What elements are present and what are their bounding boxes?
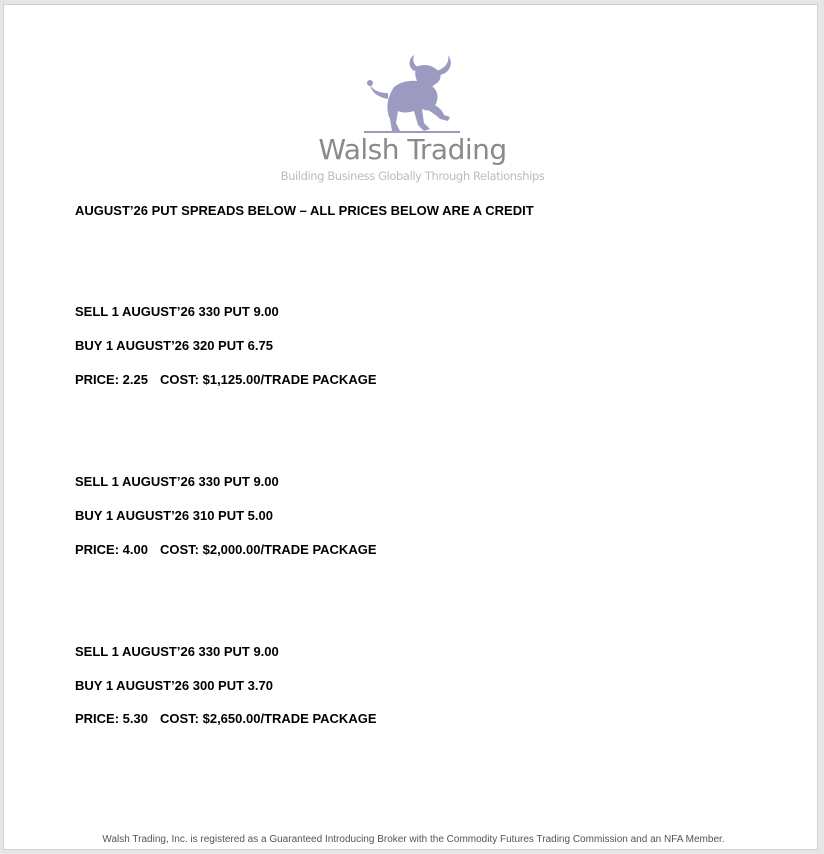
regulatory-footer: Walsh Trading, Inc. is registered as a Guaranteed Introducing Broker with the Commodity Futures Trading Commission and an NFA Member. bbox=[102, 834, 725, 845]
spread-3-sell-leg: SELL 1 AUGUST’26 330 PUT 9.00 bbox=[75, 644, 279, 659]
spread-3-cost: COST: $2,650.00/TRADE PACKAGE bbox=[160, 711, 377, 726]
page-heading: AUGUST’26 PUT SPREADS BELOW – ALL PRICES BELOW ARE A CREDIT bbox=[75, 203, 534, 218]
spread-1-cost: COST: $1,125.00/TRADE PACKAGE bbox=[160, 372, 377, 387]
spread-3-buy-leg: BUY 1 AUGUST’26 300 PUT 3.70 bbox=[75, 678, 273, 693]
spread-2-sell-leg: SELL 1 AUGUST’26 330 PUT 9.00 bbox=[75, 474, 279, 489]
company-logo bbox=[4, 5, 817, 195]
brand-name: Walsh Trading bbox=[318, 133, 507, 166]
spread-1-sell-leg: SELL 1 AUGUST’26 330 PUT 9.00 bbox=[75, 304, 279, 319]
spread-2-price: PRICE: 4.00 bbox=[75, 542, 148, 557]
brand-tagline: Building Business Globally Through Relationships bbox=[280, 169, 545, 183]
spread-3-price: PRICE: 5.30 bbox=[75, 711, 148, 726]
spread-1-buy-leg: BUY 1 AUGUST’26 320 PUT 6.75 bbox=[75, 338, 273, 353]
document-page bbox=[3, 4, 818, 850]
spread-2-cost: COST: $2,000.00/TRADE PACKAGE bbox=[160, 542, 377, 557]
spread-2-buy-leg: BUY 1 AUGUST’26 310 PUT 5.00 bbox=[75, 508, 273, 523]
bull-icon bbox=[364, 53, 464, 133]
spread-1-price: PRICE: 2.25 bbox=[75, 372, 148, 387]
